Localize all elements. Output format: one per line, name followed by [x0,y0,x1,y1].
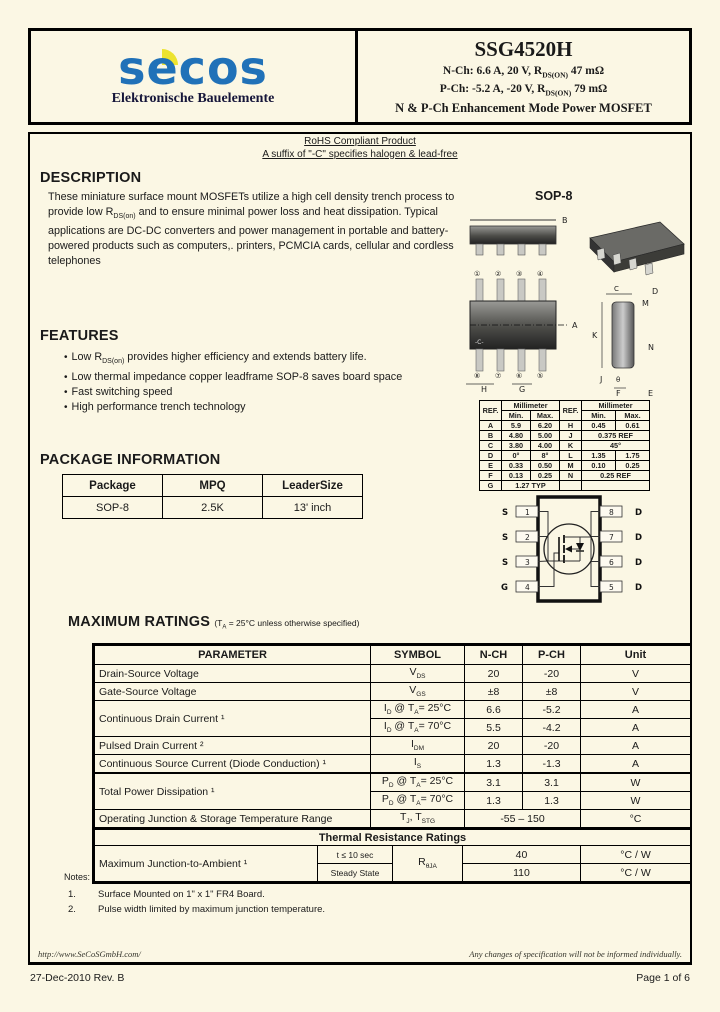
svg-text:5: 5 [609,583,614,592]
rohs-line1: RoHS Compliant Product [304,136,416,147]
svg-text:1: 1 [525,508,530,517]
svg-text:⑤: ⑤ [537,372,544,380]
table-row: Gate-Source Voltage $V_{GS}$ ±8 ±8 V [95,683,691,701]
bullet-icon: • [64,352,68,363]
logo-letter: s [239,41,268,95]
svg-text:H: H [481,385,488,394]
package-outline-drawing [464,210,692,396]
svg-text:①: ① [474,270,481,278]
maximum-ratings-heading: MAXIMUM RATINGS ($T_A = 25^\circ C$ unless otherwise specified) [68,614,360,631]
table-row: Operating Junction & Storage Temperature Range $T_J$, $T_{STG}$ -55 – 150 °C [95,810,691,828]
table-row: Steady State 110 °C / W [95,864,691,882]
logo-letter-e: e [146,41,179,95]
footer-disclaimer: Any changes of specification will not be informed individually. [469,949,682,959]
feature-item: • Low $R_{DS(on)}$ provides higher efficiency and extends battery life. [64,351,367,366]
description-paragraph: These miniature surface mount MOSFETs utilize a high cell density trench process to provide low $R_{DS(on)}$ and to ensure minimal power loss and heat dissipation. Typical applications are DC-DC converters and power management in portable and battery-powered products such as computers,. printers, PCMCIA cards, cellular and cordless telephones [48,191,455,267]
box-footer [38,949,682,959]
thermal-resistance-table: Thermal Resistance Ratings Maximum Junction-to-Ambient ¹ t ≤ 10 sec $R_{\theta JA}$ 40 °C / W Steady State 110 °C / W [94,828,691,882]
svg-text:D: D [635,558,643,568]
table-row: $P_D$ @ $T_A= 70^\circ C$ 1.3 1.3 W [95,792,691,810]
features-heading: FEATURES [40,328,119,344]
package-information-heading: PACKAGE INFORMATION [40,452,221,468]
table-row: Continuous Source Current (Diode Conduction) ¹ $I_S$ 1.3 -1.3 A [95,755,691,774]
rohs-statement [30,136,690,161]
svg-text:S: S [502,558,509,568]
bullet-icon: • [64,371,68,383]
note-item: 1. Surface Mounted on 1" x 1" FR4 Board. [68,889,265,900]
ratings-condition: ($T_A = 25^\circ C$ unless otherwise specified) [214,618,360,631]
svg-text:⑥: ⑥ [516,372,523,380]
table-row: Total Power Dissipation ¹ $P_D$ @ $T_A= 25^\circ C$ 3.1 3.1 W [95,773,691,792]
features-list [50,350,460,416]
svg-text:6: 6 [609,558,614,567]
date-row [30,972,690,984]
svg-text:G: G [519,385,526,394]
svg-text:3: 3 [525,558,530,567]
footer-url: http://www.SeCoSGmbH.com/ [38,949,141,959]
feature-item: • High performance trench technology [64,401,246,414]
feature-item: • Low thermal impedance copper leadframe SOP-8 saves board space [64,370,403,383]
dim-row: B 4.80 5.00 J 0.375 REF [480,431,650,441]
svg-text:D: D [635,533,643,543]
feature-item: • Fast switching speed [64,385,173,398]
svg-text:-C-: -C- [475,339,484,346]
svg-text:C: C [614,285,619,293]
logo-letter: s [118,41,147,95]
svg-text:⑧: ⑧ [474,372,481,380]
bullet-icon: • [64,402,68,414]
dim-row: E 0.33 0.50 M 0.10 0.25 [480,461,650,471]
title-block [358,31,689,122]
package-information-table: Package MPQ LeaderSize SOP-8 2.5K 13' inch [62,474,363,519]
dim-row: F 0.13 0.25 N 0.25 REF [480,471,650,481]
logo [31,31,358,122]
logo-subtitle: Elektronische Bauelemente [111,91,275,106]
dim-row: C 3.80 4.00 K 45° [480,441,650,451]
svg-text:K: K [592,331,598,340]
nch-spec-line: N-Ch: 6.6 A, 20 V, $R_{DS(ON)}$ 47 mΩ [442,64,605,79]
svg-text:2: 2 [525,533,530,542]
svg-text:⑦: ⑦ [495,372,502,380]
description-heading: DESCRIPTION [40,170,142,186]
svg-text:S: S [502,508,509,518]
table-row: Pulsed Drain Current ² $I_{DM}$ 20 -20 A [95,737,691,755]
sop8-drawing-title: SOP-8 [535,189,573,203]
dim-row: G 1.27 TYP [480,481,650,491]
svg-text:②: ② [495,270,502,278]
table-row: $I_D$ @ $T_A= 70^\circ C$ 5.5 -4.2 A [95,719,691,737]
revision-date: 27-Dec-2010 Rev. B [30,972,125,984]
logo-letter: o [206,41,240,95]
svg-text:M: M [642,299,649,308]
svg-text:4: 4 [525,583,530,592]
page-number: Page 1 of 6 [636,972,690,984]
svg-text:D: D [635,583,643,593]
svg-text:D: D [635,508,643,518]
dimension-table: REF. Millimeter REF. Millimeter Min. Max. Min. Max. A 5.9 6.20 H 0.45 0.61 B 4.80 5.00 J 0.375 REF C 3.80 4.00 K 45° D 0° 8° L 1.35 1.75 E 0.33 0.50 M 0.10 0.25 F 0.13 0.25 N 0.25 REF G 1.27 TYP [479,400,650,491]
device-type-line: N & P-Ch Enhancement Mode Power MOSFET [395,101,652,116]
header [28,28,692,125]
pch-spec-line: P-Ch: -5.2 A, -20 V, $R_{DS(ON)}$ 79 mΩ [439,83,608,98]
maximum-ratings-table: PARAMETER SYMBOL N-CH P-CH Unit Drain-Source Voltage $V_{DS}$ 20 -20 V Gate-Source Voltage $V_{GS}$ ±8 ±8 V Continuous Drain Current ¹ $I_D$ @ $T_A= 25^\circ C$ 6.6 -5.2 A $I_D$ @ $T_A= 70^\circ C$ 5.5 -4.2 A Pulsed Drain Current ² $I_{DM}$ 20 -20 A Continuous Source Current (Diode Conduction) ¹ $I_S$ 1.3 -1.3 A Total Power Dissipation ¹ $P_D$ @ $T_A= 25^\circ C$ 3.1 3.1 W $P_D$ @ $T_A= 70^\circ C$ 1.3 1.3 W Operating Junction & Storage Temperature Range $T_J$, $T_{STG}$ -55 – 150 °C Thermal Resistance Ratings Maximum Junction-to-Ambient ¹ t ≤ 10 sec $R_{\theta JA}$ 40 °C / W Steady State 110 °C / W [92,643,692,884]
svg-text:④: ④ [537,270,544,278]
svg-text:8: 8 [609,508,614,517]
bullet-icon: • [64,386,68,398]
svg-text:D: D [652,287,659,296]
table-row: Maximum Junction-to-Ambient ¹ t ≤ 10 sec $R_{\theta JA}$ 40 °C / W [95,846,691,864]
dim-row: A 5.9 6.20 H 0.45 0.61 [480,421,650,431]
rohs-line2: A suffix of "-C" specifies halogen & lead-free [262,148,458,160]
secos-logo-word [118,41,268,95]
svg-text:S: S [502,533,509,543]
table-row: SOP-8 2.5K 13' inch [63,497,363,519]
svg-text:E: E [648,389,654,396]
svg-text:θ: θ [616,376,621,384]
table-row: Drain-Source Voltage $V_{DS}$ 20 -20 V [95,665,691,683]
logo-letter: c [178,41,207,95]
pin-configuration-diagram [492,489,652,614]
svg-text:③: ③ [516,270,523,278]
svg-text:J: J [600,375,603,384]
notes-title: Notes: [64,872,91,882]
svg-text:F: F [616,389,621,396]
dim-row: D 0° 8° L 1.35 1.75 [480,451,650,461]
note-item: 2. Pulse width limited by maximum junction temperature. [68,904,326,915]
table-row: Continuous Drain Current ¹ $I_D$ @ $T_A= 25^\circ C$ 6.6 -5.2 A [95,701,691,719]
svg-text:7: 7 [609,533,614,542]
svg-text:A: A [572,321,578,330]
part-number: SSG4520H [474,36,573,61]
main-content [28,132,692,965]
notes-section [64,870,325,917]
svg-text:G: G [501,583,508,593]
svg-text:B: B [562,216,568,225]
svg-text:N: N [648,343,654,352]
